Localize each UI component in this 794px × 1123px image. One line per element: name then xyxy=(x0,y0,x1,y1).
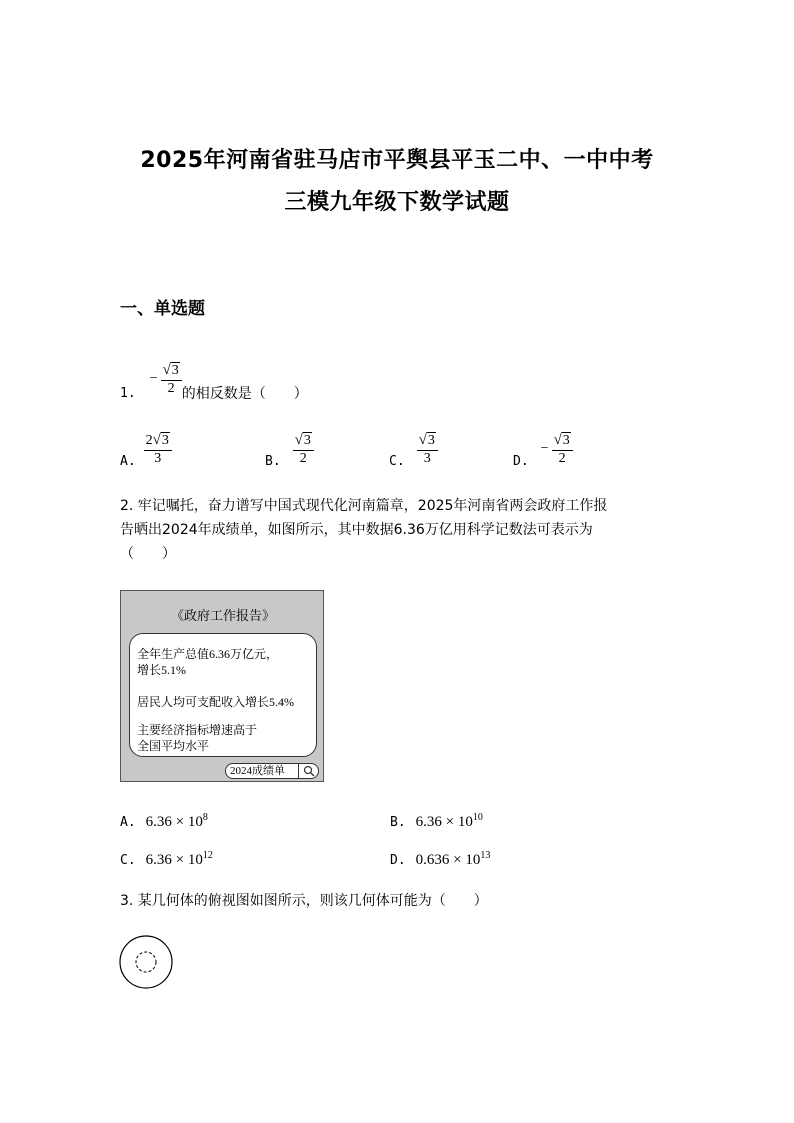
radicand: 3 xyxy=(562,432,570,448)
report-button-label: 2024成绩单 xyxy=(230,765,285,777)
q2-line3: （ ） xyxy=(120,546,176,562)
q2-line2: 告晒出2024年成绩单，如图所示，其中数据6.36万亿用科学记数法可表示为 xyxy=(120,522,593,538)
report-item-gdp-growth: 增长5.1% xyxy=(137,663,186,677)
q2-option-a[interactable] xyxy=(120,812,208,831)
report-item-indicators-2: 全国平均水平 xyxy=(137,739,210,753)
question-1 xyxy=(120,352,308,406)
q1-text: 的相反数是（ ） xyxy=(181,386,308,402)
scientific-notation: $6.36 \times 10^{12}$ xyxy=(145,850,213,868)
option-label: C. xyxy=(389,454,405,469)
fraction: $\frac{√3}{2}$ xyxy=(552,431,573,467)
report-content-box xyxy=(129,633,317,757)
denominator: 2 xyxy=(167,381,175,396)
inner-dashed-circle xyxy=(136,952,156,972)
option-label: B. xyxy=(390,815,406,830)
option-label: D. xyxy=(390,853,406,868)
q2-option-b[interactable] xyxy=(390,812,483,831)
option-label: A. xyxy=(120,454,136,469)
top-view-figure xyxy=(118,934,176,992)
fraction: $\frac{2√3}{3}$ xyxy=(144,431,172,467)
scientific-notation: $0.636 \times 10^{13}$ xyxy=(415,850,491,868)
denominator: 2 xyxy=(558,450,566,466)
q2-line1: 2. 牢记嘱托，奋力谱写中国式现代化河南篇章，2025年河南省两会政府工作报 xyxy=(120,498,608,514)
section-heading-single-choice: 一、单选题 xyxy=(120,299,205,319)
report-item-gdp: 全年生产总值6.36万亿元， xyxy=(137,647,279,661)
radicand: 3 xyxy=(427,432,435,448)
denominator: 2 xyxy=(299,450,307,466)
option-label: A. xyxy=(120,815,136,830)
q2-option-d[interactable] xyxy=(390,850,490,869)
fraction: $\frac{√3}{2}$ xyxy=(161,361,182,397)
coefficient: 2 xyxy=(145,432,153,448)
page-title-line1: 2025年河南省驻马店市平舆县平玉二中、一中中考 xyxy=(140,148,654,173)
report-search-button xyxy=(225,763,319,779)
scientific-notation: $6.36 \times 10^{10}$ xyxy=(415,812,483,830)
question-2 xyxy=(120,494,680,566)
q1-option-b[interactable] xyxy=(265,428,314,469)
q1-option-a[interactable] xyxy=(120,428,172,469)
question-number: 1. xyxy=(120,386,136,401)
radicand: 3 xyxy=(161,432,169,448)
denominator: 3 xyxy=(154,450,162,466)
minus-sign: − xyxy=(149,371,158,386)
report-item-income: 居民人均可支配收入增长5.4% xyxy=(137,695,294,709)
q1-option-c[interactable] xyxy=(389,428,438,469)
fraction: $\frac{√3}{3}$ xyxy=(417,431,438,467)
option-label: D. xyxy=(513,454,529,469)
report-item-indicators: 主要经济指标增速高于 xyxy=(137,723,258,737)
q1-option-d[interactable] xyxy=(513,428,573,469)
option-label: B. xyxy=(265,454,281,469)
option-label: C. xyxy=(120,853,136,868)
report-title: 《政府工作报告》 xyxy=(170,608,275,623)
minus-sign: − xyxy=(540,440,549,456)
q1-expression xyxy=(150,361,182,397)
page-title-line2: 三模九年级下数学试题 xyxy=(284,190,510,215)
radicand: 3 xyxy=(171,363,179,378)
radicand: 3 xyxy=(303,432,311,448)
denominator: 3 xyxy=(423,450,431,466)
fraction: $\frac{√3}{2}$ xyxy=(293,431,314,467)
q2-option-c[interactable] xyxy=(120,850,213,869)
outer-circle xyxy=(120,936,172,988)
government-report-figure xyxy=(120,590,324,782)
question-3: 3. 某几何体的俯视图如图所示，则该几何体可能为（ ） xyxy=(120,893,488,909)
scientific-notation: $6.36 \times 10^8$ xyxy=(145,812,208,830)
search-icon xyxy=(302,765,316,777)
